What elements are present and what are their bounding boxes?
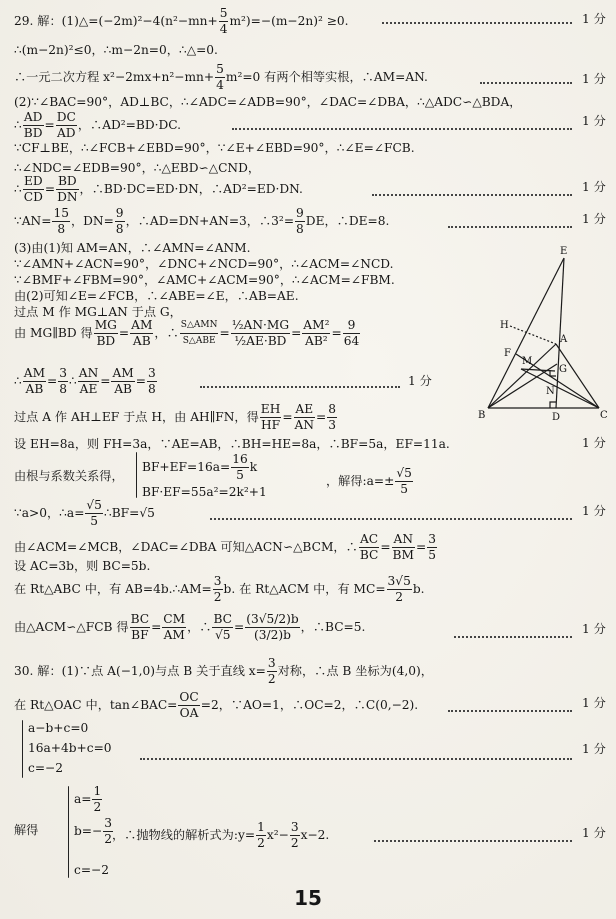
line-29-16: ∴ $\frac{AM}{AB}$ = $\frac{3}{8}$ ∴ $\frac{AN}{AE}$ = $\frac{AM}{AB}$ = $\frac{3}{8}$ — [14, 366, 156, 396]
line-29-24: 由△ACM∽△FCB 得 $\frac{BC}{BF}$ = $\frac{CM}{AM}$ ，∴ $\frac{BC}{√5}$ = $\frac{(3√5/2)b}{(3/2)b}$ ，∴BC=5. — [14, 612, 366, 642]
label-A: A — [560, 334, 568, 345]
system-brace — [68, 786, 69, 878]
dot-leader — [454, 636, 572, 638]
system-30-eq-1: a−b+c=0 — [28, 721, 89, 735]
score-mark: 1 分 — [582, 696, 606, 710]
dot-leader — [374, 840, 572, 842]
line-29-2: ∴(m−2n)²≤0，∴m−2n=0，∴△=0. — [14, 43, 218, 57]
system-eq-1: BF+EF=16a= $\frac{16}{5}$ k — [142, 452, 258, 482]
label-M: M — [522, 356, 533, 367]
geometry-figure — [466, 244, 611, 426]
score-mark: 1 分 — [582, 180, 606, 194]
line-29-6: ∵CF⊥BE，∴∠FCB+∠EBD=90°，∵∠E+∠EBD=90°，∴∠E=∠FCB. — [14, 141, 415, 155]
label-N: N — [546, 386, 555, 397]
solution-b: b=− $\frac{3}{2}$ — [74, 816, 112, 846]
line-29-13: 由(2)可知∠E=∠FCB，∴∠ABE=∠E，∴AB=AE. — [14, 289, 299, 303]
line-29-20: ∵a>0，∴a= $\frac{√5}{5}$ ∴BF=√5 — [14, 498, 155, 528]
line-29-7: ∴∠NDC=∠EDB=90°，∴△EBD∽△CND， — [14, 161, 261, 175]
right-angle-D — [550, 402, 556, 408]
line-29-11: ∵∠AMN+∠ACN=90°，∠DNC+∠NCD=90°，∴∠ACM=∠NCD. — [14, 257, 394, 271]
line-29-9: ∵AN= $\frac{15}{8}$ ，DN= $\frac{9}{8}$ ，∴AD=DN+AN=3，∴3²= $\frac{9}{8}$ DE，∴DE=8. — [14, 206, 390, 236]
dot-leader — [200, 386, 400, 388]
label-H: H — [500, 320, 509, 331]
line-29-8: ∴ $\frac{ED}{CD}$ = $\frac{BD}{DN}$ ，∴BD·DC=ED·DN，∴AD²=ED·DN. — [14, 174, 303, 204]
label-C: C — [600, 410, 608, 421]
line-30-2: 在 Rt△OAC 中，tan∠BAC= $\frac{OC}{OA}$ =2，∵AO=1，∴OC=2，∴C(0,−2). — [14, 690, 419, 720]
label-E: E — [560, 246, 568, 257]
label-F: F — [504, 348, 511, 359]
line-29-4: (2)∵∠BAC=90°，AD⊥BC，∴∠ADC=∠ADB=90°，∠DAC=∠DBA，∴△ADC∽△BDA， — [14, 95, 522, 109]
solution-c: c=−2 — [74, 863, 110, 877]
solution-a: a= $\frac{1}{2}$ — [74, 784, 102, 814]
line-30-1: 30. 解：(1)∵点 A(−1,0)与点 B 关于直线 x= $\frac{3}{2}$ 对称，∴点 B 坐标为(4,0)， — [14, 656, 433, 686]
system-brace — [22, 720, 23, 778]
line-29-10: (3)由(1)知 AM=AN，∴∠AMN=∠ANM. — [14, 241, 251, 255]
system-eq-2: BF·EF=55a²=2k²+1 — [142, 485, 267, 499]
line-30-parabola: ，∴抛物线的解析式为:y= $\frac{1}{2}$ x²− $\frac{3}{2}$ x−2. — [112, 820, 330, 850]
dot-leader — [480, 82, 572, 84]
line-29-12: ∵∠BMF+∠FBM=90°，∠AMC+∠ACM=90°，∴∠ACM=∠FBM. — [14, 273, 395, 287]
dot-leader — [382, 22, 572, 24]
label-D: D — [552, 412, 561, 423]
segment-ED — [556, 258, 564, 408]
system-30-eq-2: 16a+4b+c=0 — [28, 741, 112, 755]
line-29-3: ∴一元二次方程 x²−2mx+n²−mn+ $\frac{5}{4}$ m²=0 有两个相等实根，∴AM=AN. — [14, 62, 428, 92]
label-B: B — [478, 410, 486, 421]
dot-leader — [232, 128, 572, 130]
system-brace — [136, 452, 137, 498]
score-mark: 1 分 — [582, 622, 606, 636]
dot-leader — [210, 518, 572, 520]
label-G: G — [559, 364, 567, 375]
line-29-14: 过点 M 作 MG⊥AN 于点 G， — [14, 305, 182, 319]
line-29-22: 设 AC=3b，则 BC=5b. — [14, 559, 151, 573]
line-29-15: 由 MG∥BD 得 $\frac{MG}{BD}$ = $\frac{AM}{AB}$ ，∴ S△AMN S△ABE = $\frac{\text{½AN·MG}}{\text{½AE·BD}}$ = $\frac{\text{AM²}}{\text{AB²}}$ = $\frac{9}{64}$ — [14, 318, 360, 348]
line-29-18: 设 EH=8a，则 FH=3a，∵AE=AB，∴BH=HE=8a，∴BF=5a，EF=11a. — [14, 437, 450, 451]
score-mark: 1 分 — [582, 212, 606, 226]
line-29-5: ∴ $\frac{AD}{BD}$ = $\frac{DC}{AD}$ ，∴AD²=BD·DC. — [14, 110, 182, 140]
segment-BA — [488, 344, 556, 408]
score-mark: 1 分 — [582, 742, 606, 756]
score-mark: 1 分 — [582, 12, 606, 26]
line-30-solve-label: 解得 — [14, 823, 39, 837]
line-29-1: 29. 解：(1)△=(−2m)²−4(n²−mn+ $\frac{5}{4}$ m²)=−(m−2n)² ≥0. — [14, 6, 349, 36]
score-mark: 1 分 — [582, 436, 606, 450]
score-mark: 1 分 — [582, 826, 606, 840]
dot-leader — [448, 710, 572, 712]
segment-AC — [556, 344, 599, 408]
score-mark: 1 分 — [582, 114, 606, 128]
line-29-19-solve: ，解得:a=± $\frac{√5}{5}$ — [326, 466, 412, 496]
score-mark: 1 分 — [408, 374, 432, 388]
line-29-19-label: 由根与系数关系得， — [14, 469, 124, 483]
page-number: 15 — [294, 886, 322, 910]
dot-leader — [140, 758, 572, 760]
line-29-17: 过点 A 作 AH⊥EF 于点 H，由 AH∥FN，得 $\frac{EH}{HF}$ = $\frac{AE}{AN}$ = $\frac{8}{3}$ — [14, 402, 336, 432]
score-mark: 1 分 — [582, 72, 606, 86]
line-29-21: 由∠ACM=∠MCB，∠DAC=∠DBA 可知△ACN∽△BCM，∴ $\frac{AC}{BC}$ = $\frac{AN}{BM}$ = $\frac{3}{5}$ — [14, 532, 436, 562]
line-29-23: 在 Rt△ABC 中，有 AB=4b.∴AM= $\frac{3}{2}$ b. 在 Rt△ACM 中，有 MC= $\frac{3√5}{2}$ b. — [14, 574, 425, 604]
dot-leader — [372, 194, 572, 196]
system-30-eq-3: c=−2 — [28, 761, 64, 775]
dot-leader — [448, 226, 572, 228]
segment-HA — [510, 326, 556, 344]
score-mark: 1 分 — [582, 504, 606, 518]
